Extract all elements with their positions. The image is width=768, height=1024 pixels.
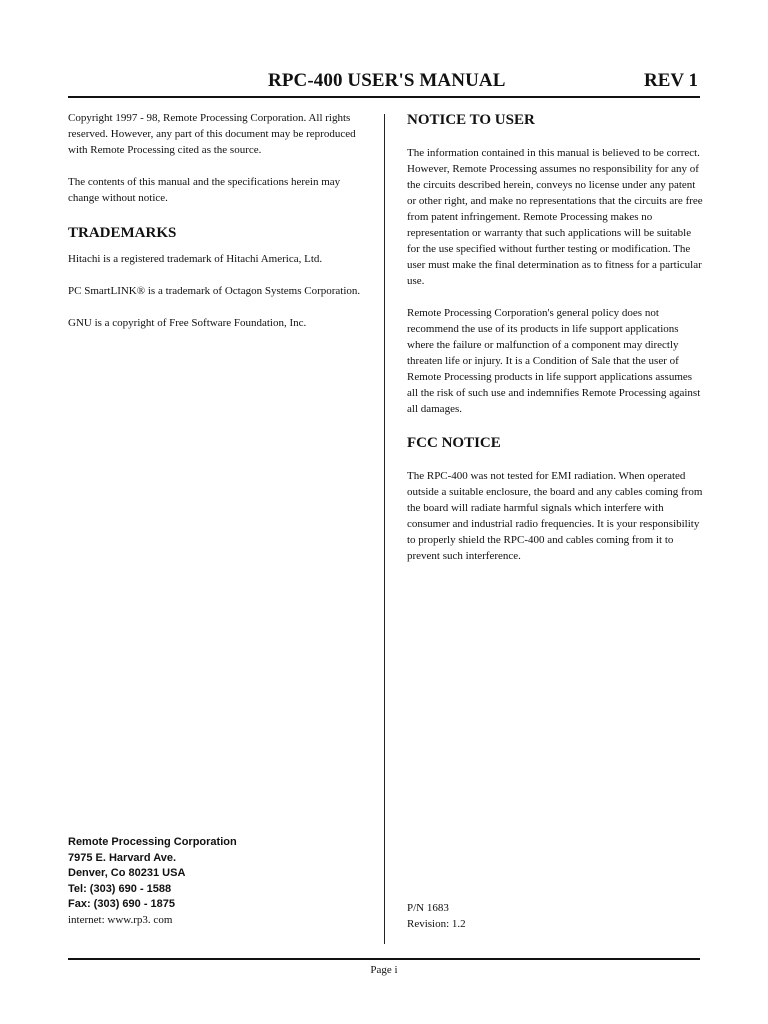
revision-label: REV 1 (643, 70, 698, 91)
company-city: Denver, Co 80231 USA (68, 867, 186, 879)
notice-paragraph-1: The information contained in this manual is believed to be correct. However, Remote Processing assumes no responsibility for any of the circuits described herein, conveys no license under any patent or other right, and make no representations that the circuits are free from patent infringement. Remote Processing makes no representation or warranty that such applications will be suitable for the use specified without further testing or modification. The user must make the final determination as to fitness for a particular use. (407, 147, 703, 287)
page-header (68, 70, 700, 96)
copyright-paragraph: Copyright 1997 - 98, Remote Processing Corporation. All rights reserved. However, any part of this document may be reproduced with Remote Processing cited as the source. (68, 112, 356, 156)
left-column (68, 110, 364, 331)
trademark-gnu: GNU is a copyright of Free Software Foundation, Inc. (68, 317, 307, 329)
right-column (407, 110, 703, 564)
notice-paragraph-2: Remote Processing Corporation's general policy does not recommend the use of its products in life support applications where the failure or malfunction of a component may directly threaten life or injury. It is a Condition of Sale that the user of Remote Processing products in life support applications assumes all the risk of such use and indemnifies Remote Processing against all damages. (407, 307, 701, 415)
part-number: P/N 1683 (407, 902, 449, 914)
part-info-block (407, 900, 703, 932)
company-street: 7975 E. Harvard Ave. (68, 851, 177, 864)
company-address-block (68, 835, 364, 928)
notice-heading: NOTICE TO USER (407, 112, 535, 128)
contents-notice-paragraph: The contents of this manual and the specifications herein may change without notice. (68, 176, 341, 204)
company-tel: Tel: (303) 690 - 1588 (68, 882, 172, 895)
page-number: Page i (370, 964, 398, 976)
part-revision: Revision: 1.2 (407, 918, 466, 930)
company-fax: Fax: (303) 690 - 1875 (68, 898, 176, 910)
footer-divider (68, 958, 700, 960)
trademark-hitachi: Hitachi is a registered trademark of Hitachi America, Ltd. (68, 253, 323, 265)
column-divider (384, 114, 385, 944)
header-divider (68, 96, 700, 98)
trademark-smartlink: PC SmartLINK® is a trademark of Octagon Systems Corporation. (68, 285, 361, 297)
document-title: RPC-400 USER'S MANUAL (268, 70, 506, 91)
fcc-paragraph: The RPC-400 was not tested for EMI radiation. When operated outside a suitable enclosure, the board and any cables coming from the board will radiate harmful signals which interfere with consumer and industrial radio frequencies. It is your responsibility to properly shield the RPC-400 and cables coming from it to prevent such interference. (407, 470, 703, 562)
company-internet: internet: www.rp3. com (68, 913, 173, 926)
trademarks-heading: TRADEMARKS (68, 225, 177, 241)
company-name: Remote Processing Corporation (68, 836, 237, 848)
fcc-heading: FCC NOTICE (407, 435, 501, 451)
